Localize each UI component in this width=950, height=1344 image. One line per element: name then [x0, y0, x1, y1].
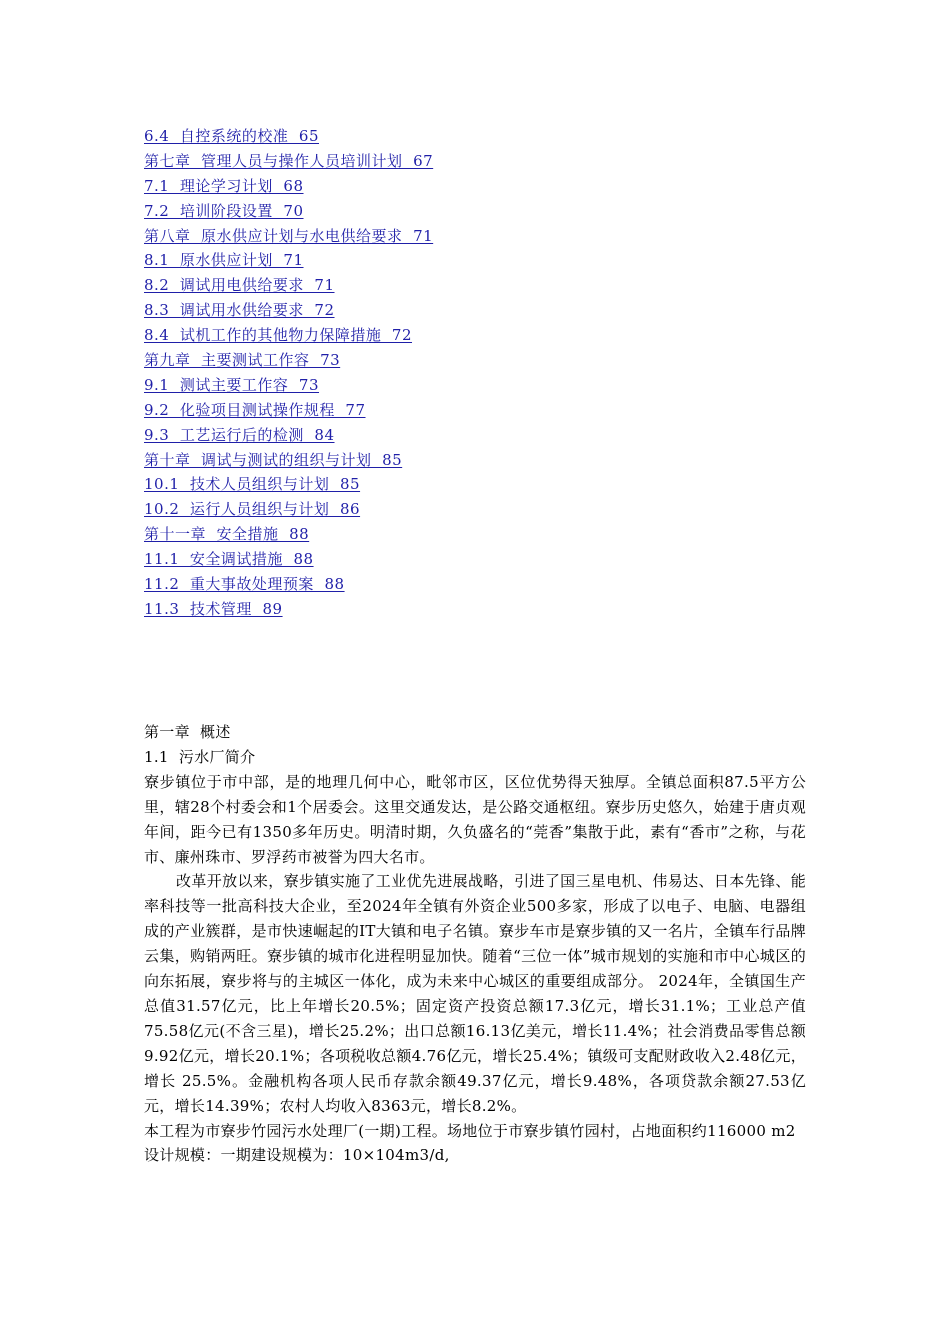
paragraph-economy: 改革开放以来，寮步镇实施了工业优先进展战略，引进了国三星电机、伟易达、日本先锋、能率科技等一批高科技大企业，至2024年全镇有外资企业500多家，形成了以电子、电脑、电器组成的产业簇群，是市快速崛起的IT大镇和电子名镇。寮步车市是寮步镇的又一名片，全镇车行品牌云集，购销两旺。寮步镇的城市化进程明显加快。随着“三位一体”城市规划的实施和市中心城区的向东拓展，寮步将与的主城区一体化，成为未来中心城区的重要组成部分。 2024年，全镇国生产总值31.57亿元，比上年增长20.5%；固定资产投资总额17.3亿元，增长31.1%；工业总产值75.58亿元(不含三星)，增长25.2%；出口总额16.13亿美元，增长11.4%；社会消费品零售总额9.92亿元，增长20.1%；各项税收总额4.76亿元，增长25.4%；镇级可支配财政收入2.48亿元，增长 25.5%。金融机构各项人民币存款余额49.37亿元，增长9.48%，各项贷款余额27.53亿元，增长14.39%；农村人均收入8363元，增长8.2%。 — [144, 872, 806, 1115]
toc-entry[interactable] — [144, 124, 844, 149]
toc-entry[interactable] — [144, 398, 844, 423]
table-of-contents — [144, 124, 844, 622]
toc-link[interactable]: 第十章 调试与测试的组织与计划 85 — [144, 450, 403, 469]
toc-link[interactable]: 7.2 培训阶段设置 70 — [144, 201, 304, 220]
toc-entry[interactable] — [144, 248, 844, 273]
toc-entry[interactable] — [144, 224, 844, 249]
toc-entry[interactable] — [144, 423, 844, 448]
toc-link[interactable]: 8.1 原水供应计划 71 — [144, 251, 304, 270]
document-body — [144, 720, 806, 1168]
toc-entry[interactable] — [144, 448, 844, 473]
toc-link[interactable]: 8.2 调试用电供给要求 71 — [144, 276, 335, 295]
toc-link[interactable]: 7.1 理论学习计划 68 — [144, 176, 304, 195]
toc-entry[interactable] — [144, 547, 844, 572]
toc-link[interactable]: 8.4 试机工作的其他物力保障措施 72 — [144, 326, 413, 345]
toc-entry[interactable] — [144, 522, 844, 547]
toc-link[interactable]: 8.3 调试用水供给要求 72 — [144, 301, 335, 320]
toc-entry[interactable] — [144, 298, 844, 323]
paragraph-design-scale: 设计规模：一期建设规模为：10×104m3/d, — [144, 1146, 450, 1165]
toc-entry[interactable] — [144, 273, 844, 298]
toc-entry[interactable] — [144, 199, 844, 224]
toc-link[interactable]: 10.2 运行人员组织与计划 86 — [144, 500, 361, 519]
toc-entry[interactable] — [144, 348, 844, 373]
toc-link[interactable]: 6.4 自控系统的校准 65 — [144, 127, 320, 145]
toc-link[interactable]: 第八章 原水供应计划与水电供给要求 71 — [144, 226, 434, 245]
toc-entry[interactable] — [144, 323, 844, 348]
toc-entry[interactable] — [144, 597, 844, 622]
toc-link[interactable]: 9.3 工艺运行后的检测 84 — [144, 425, 335, 444]
toc-entry[interactable] — [144, 373, 844, 398]
toc-entry[interactable] — [144, 472, 844, 497]
toc-entry[interactable] — [144, 149, 844, 174]
chapter-heading: 第一章 概述 — [144, 723, 231, 741]
toc-link[interactable]: 11.1 安全调试措施 88 — [144, 550, 314, 569]
toc-entry[interactable] — [144, 572, 844, 597]
paragraph-project: 本工程为市寮步竹园污水处理厂(一期)工程。场地位于市寮步镇竹园村，占地面积约116000 m2 — [144, 1121, 796, 1140]
toc-link[interactable]: 10.1 技术人员组织与计划 85 — [144, 475, 361, 494]
section-heading: 1.1 污水厂简介 — [144, 747, 256, 766]
toc-entry[interactable] — [144, 174, 844, 199]
paragraph-intro: 寮步镇位于市中部，是的地理几何中心，毗邻市区，区位优势得天独厚。全镇总面积87.5平方公里，辖28个村委会和1个居委会。这里交通发达，是公路交通枢纽。寮步历史悠久，始建于唐贞观年间，距今已有1350多年历史。明清时期，久负盛名的“莞香”集散于此，素有“香市”之称，与花市、廉州珠市、罗浮药市被誉为四大名市。 — [144, 772, 806, 866]
toc-link[interactable]: 9.2 化验项目测试操作规程 77 — [144, 400, 366, 419]
toc-link[interactable]: 11.3 技术管理 89 — [144, 599, 283, 618]
toc-link[interactable]: 9.1 测试主要工作容 73 — [144, 375, 320, 394]
toc-link[interactable]: 第十一章 安全措施 88 — [144, 525, 310, 544]
toc-link[interactable]: 第九章 主要测试工作容 73 — [144, 351, 341, 370]
toc-link[interactable]: 第七章 管理人员与操作人员培训计划 67 — [144, 151, 434, 170]
toc-link[interactable]: 11.2 重大事故处理预案 88 — [144, 575, 345, 594]
toc-entry[interactable] — [144, 497, 844, 522]
